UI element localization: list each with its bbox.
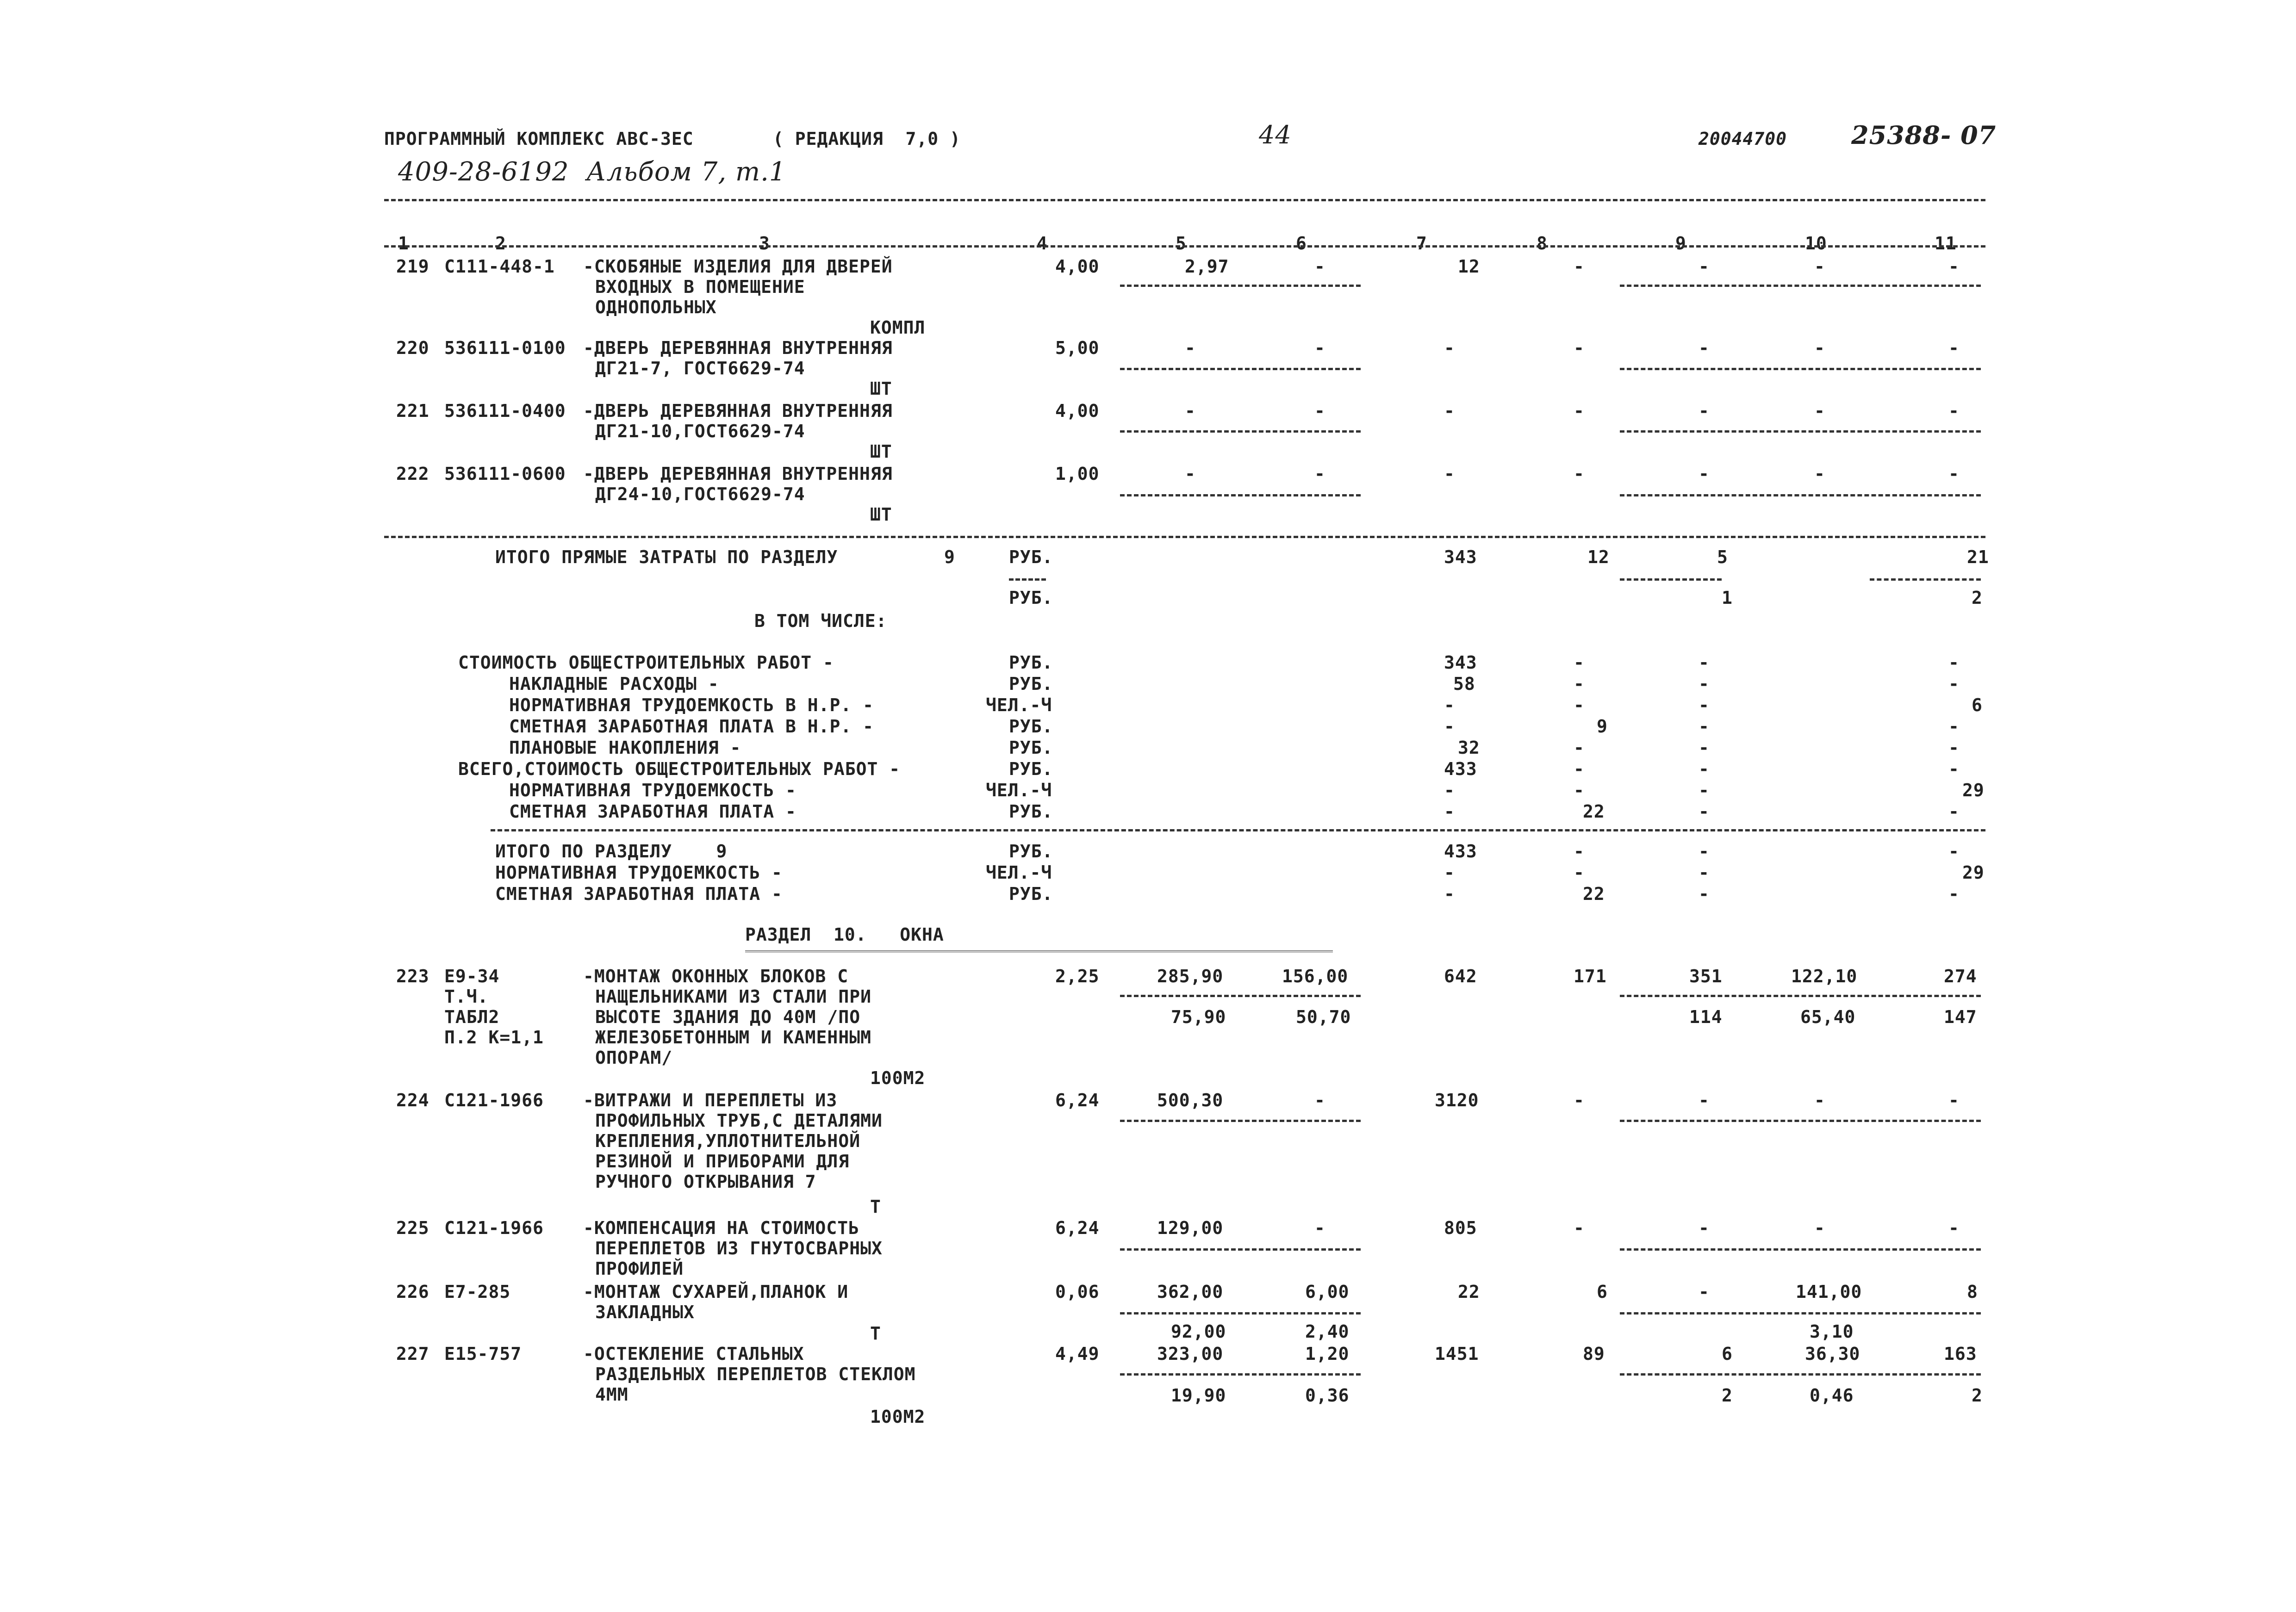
row-219-desc1: -СКОБЯНЫЕ ИЗДЕЛИЯ ДЛЯ ДВЕРЕЙ bbox=[583, 256, 893, 277]
row-221-unit: ШТ bbox=[870, 441, 892, 462]
total-line-label: СМЕТНАЯ ЗАРАБОТНАЯ ПЛАТА - bbox=[495, 884, 783, 904]
row-220-c11: - bbox=[1948, 338, 1960, 358]
sum-line-unit: ЧЕЛ.-Ч bbox=[986, 780, 1052, 800]
row-223-c7: 642 bbox=[1444, 966, 1477, 986]
sum-line-c7: - bbox=[1444, 695, 1455, 715]
row-226-c4: 0,06 bbox=[1055, 1282, 1100, 1302]
row-220-c10: - bbox=[1814, 338, 1825, 358]
row-224-c9: - bbox=[1699, 1090, 1710, 1110]
row-223-code3: ТАБЛ2 bbox=[444, 1007, 500, 1027]
row-223-s11: 147 bbox=[1944, 1007, 1977, 1027]
row-221-c4: 4,00 bbox=[1055, 401, 1100, 421]
sheet-number: 25388- 07 bbox=[1851, 120, 1997, 150]
row-227-c8: 89 bbox=[1583, 1344, 1605, 1364]
row-227-unit: 100М2 bbox=[870, 1407, 926, 1427]
sum-line-c11: 6 bbox=[1972, 695, 1983, 715]
row-224-desc4: РЕЗИНОЙ И ПРИБОРАМИ ДЛЯ bbox=[595, 1151, 850, 1172]
sum-line-c7: 58 bbox=[1453, 674, 1475, 694]
row-223-desc1: -МОНТАЖ ОКОННЫХ БЛОКОВ С bbox=[583, 966, 849, 986]
sum-line-c9: - bbox=[1699, 652, 1710, 673]
row-222-c9: - bbox=[1699, 464, 1710, 484]
total-line-c11: - bbox=[1948, 884, 1960, 904]
sum-line-label: СТОИМОСТЬ ОБЩЕСТРОИТЕЛЬНЫХ РАБОТ - bbox=[458, 652, 834, 673]
row-225-c7: 805 bbox=[1444, 1218, 1477, 1238]
row-226-num: 226 bbox=[396, 1282, 429, 1302]
including-label: В ТОМ ЧИСЛЕ: bbox=[754, 611, 887, 631]
row-226-c8: 6 bbox=[1597, 1282, 1608, 1302]
album-reference: 409-28-6192 Альбом 7, т.1 bbox=[398, 157, 786, 187]
row-222-unit: ШТ bbox=[870, 504, 892, 525]
row-219-desc2: ВХОДНЫХ В ПОМЕЩЕНИЕ bbox=[595, 277, 805, 297]
sum-line-c7: 32 bbox=[1458, 738, 1480, 758]
row-219-c4: 4,00 bbox=[1055, 256, 1100, 277]
row-223-s9: 114 bbox=[1689, 1007, 1723, 1027]
row-220-c6: - bbox=[1314, 338, 1325, 358]
page-number: 44 bbox=[1259, 120, 1292, 149]
row-222-c6: - bbox=[1314, 464, 1325, 484]
sum-line-label: НОРМАТИВНАЯ ТРУДОЕМКОСТЬ В Н.Р. - bbox=[509, 695, 874, 715]
total-line-c8: - bbox=[1574, 862, 1585, 883]
total-line-label: ИТОГО ПО РАЗДЕЛУ 9 bbox=[495, 841, 728, 862]
row-223-c11: 274 bbox=[1944, 966, 1977, 986]
sum-line-c11: - bbox=[1948, 674, 1960, 694]
row-219-c7: 12 bbox=[1458, 256, 1480, 277]
summary-currency: РУБ. bbox=[1009, 547, 1053, 567]
row-227-num: 227 bbox=[396, 1344, 429, 1364]
sum-line-c9: - bbox=[1699, 716, 1710, 737]
row-227-s10: 0,46 bbox=[1810, 1385, 1854, 1406]
row-222-c7: - bbox=[1444, 464, 1455, 484]
row-226-s6: 2,40 bbox=[1305, 1321, 1350, 1342]
row-224-num: 224 bbox=[396, 1090, 429, 1110]
section-10-title: РАЗДЕЛ 10. ОКНА bbox=[745, 924, 944, 945]
row-224-desc1: -ВИТРАЖИ И ПЕРЕПЛЕТЫ ИЗ bbox=[583, 1090, 838, 1110]
row-227-s5: 19,90 bbox=[1171, 1385, 1226, 1406]
row-222-desc2: ДГ24-10,ГОСТ6629-74 bbox=[595, 484, 805, 504]
row-224-c8: - bbox=[1574, 1090, 1585, 1110]
sum-line-unit: РУБ. bbox=[1009, 759, 1053, 779]
total-line-c11: 29 bbox=[1962, 862, 1985, 883]
row-227-s6: 0,36 bbox=[1305, 1385, 1350, 1406]
total-line-c8: 22 bbox=[1583, 884, 1605, 904]
sum-line-c9: - bbox=[1699, 780, 1710, 800]
row-225-num: 225 bbox=[396, 1218, 429, 1238]
sum-line-unit: ЧЕЛ.-Ч bbox=[986, 695, 1052, 715]
row-227-c5: 323,00 bbox=[1157, 1344, 1224, 1364]
row-225-code: С121-1966 bbox=[444, 1218, 544, 1238]
row-223-c4: 2,25 bbox=[1055, 966, 1100, 986]
row-225-c9: - bbox=[1699, 1218, 1710, 1238]
row-222-c5: - bbox=[1185, 464, 1196, 484]
row-220-num: 220 bbox=[396, 338, 429, 358]
row-226-s10: 3,10 bbox=[1810, 1321, 1854, 1342]
total-line-c7: - bbox=[1444, 884, 1455, 904]
row-226-unit: Т bbox=[870, 1323, 881, 1344]
row-227-c6: 1,20 bbox=[1305, 1344, 1350, 1364]
row-222-c4: 1,00 bbox=[1055, 464, 1100, 484]
row-220-c7: - bbox=[1444, 338, 1455, 358]
row-220-unit: ШТ bbox=[870, 378, 892, 399]
row-222-num: 222 bbox=[396, 464, 429, 484]
row-225-c4: 6,24 bbox=[1055, 1218, 1100, 1238]
sum-line-c8: - bbox=[1574, 652, 1585, 673]
total-line-c7: - bbox=[1444, 862, 1455, 883]
sum-line-c7: - bbox=[1444, 780, 1455, 800]
row-226-desc2: ЗАКЛАДНЫХ bbox=[595, 1302, 695, 1322]
row-221-c8: - bbox=[1574, 401, 1585, 421]
row-224-code: С121-1966 bbox=[444, 1090, 544, 1110]
row-221-num: 221 bbox=[396, 401, 429, 421]
program-title: ПРОГРАММНЫЙ КОМПЛЕКС АВС-3ЕС bbox=[384, 129, 694, 149]
row-219-c5: 2,97 bbox=[1185, 256, 1229, 277]
total-line-c9: - bbox=[1699, 884, 1710, 904]
column-headers: 1 2 3 4 5 6 7 8 9 10 11 bbox=[398, 233, 1957, 254]
row-224-c7: 3120 bbox=[1435, 1090, 1479, 1110]
sum-line-label: ВСЕГО,СТОИМОСТЬ ОБЩЕСТРОИТЕЛЬНЫХ РАБОТ - bbox=[458, 759, 901, 779]
row-225-desc2: ПЕРЕПЛЕТОВ ИЗ ГНУТОСВАРНЫХ bbox=[595, 1238, 883, 1259]
row-220-c5: - bbox=[1185, 338, 1196, 358]
summary-c9: 5 bbox=[1717, 547, 1728, 567]
sum-line-c8: - bbox=[1574, 780, 1585, 800]
sum-line-c9: - bbox=[1699, 674, 1710, 694]
row-219-c10: - bbox=[1814, 256, 1825, 277]
sum-line-c7: - bbox=[1444, 716, 1455, 737]
sum-line-c11: 29 bbox=[1962, 780, 1985, 800]
row-224-c11: - bbox=[1948, 1090, 1960, 1110]
row-220-code: 536111-0100 bbox=[444, 338, 566, 358]
sum-line-c9: - bbox=[1699, 738, 1710, 758]
sum-line-c8: 22 bbox=[1583, 801, 1605, 822]
summary-c11: 21 bbox=[1967, 547, 1989, 567]
total-line-c9: - bbox=[1699, 862, 1710, 883]
sum-line-unit: РУБ. bbox=[1009, 674, 1053, 694]
row-219-unit: КОМПЛ bbox=[870, 317, 926, 338]
sum-line-c7: 343 bbox=[1444, 652, 1477, 673]
row-219-num: 219 bbox=[396, 256, 429, 277]
row-225-desc3: ПРОФИЛЕЙ bbox=[595, 1259, 684, 1279]
row-225-c11: - bbox=[1948, 1218, 1960, 1238]
row-226-c10: 141,00 bbox=[1796, 1282, 1862, 1302]
row-223-c5: 285,90 bbox=[1157, 966, 1224, 986]
row-221-c7: - bbox=[1444, 401, 1455, 421]
row-221-c9: - bbox=[1699, 401, 1710, 421]
sum-line-c8: - bbox=[1574, 695, 1585, 715]
row-224-desc3: КРЕПЛЕНИЯ,УПЛОТНИТЕЛЬНОЙ bbox=[595, 1131, 861, 1151]
row-220-c8: - bbox=[1574, 338, 1585, 358]
sum-line-c7: 433 bbox=[1444, 759, 1477, 779]
row-224-c5: 500,30 bbox=[1157, 1090, 1224, 1110]
sum-line-c11: - bbox=[1948, 652, 1960, 673]
sum-line-c11: - bbox=[1948, 759, 1960, 779]
row-221-c10: - bbox=[1814, 401, 1825, 421]
row-226-c9: - bbox=[1699, 1282, 1710, 1302]
total-line-label: НОРМАТИВНАЯ ТРУДОЕМКОСТЬ - bbox=[495, 862, 783, 883]
total-line-c8: - bbox=[1574, 841, 1585, 862]
sum-line-unit: РУБ. bbox=[1009, 738, 1053, 758]
row-223-desc4: ЖЕЛЕЗОБЕТОННЫМ И КАМЕННЫМ bbox=[595, 1027, 871, 1048]
row-219-c6: - bbox=[1314, 256, 1325, 277]
row-226-desc1: -МОНТАЖ СУХАРЕЙ,ПЛАНОК И bbox=[583, 1282, 849, 1302]
row-222-desc1: -ДВЕРЬ ДЕРЕВЯННАЯ ВНУТРЕННЯЯ bbox=[583, 464, 893, 484]
row-220-desc1: -ДВЕРЬ ДЕРЕВЯННАЯ ВНУТРЕННЯЯ bbox=[583, 338, 893, 358]
sum-line-label: СМЕТНАЯ ЗАРАБОТНАЯ ПЛАТА В Н.Р. - bbox=[509, 716, 874, 737]
doc-code: 20044700 bbox=[1699, 129, 1787, 149]
total-line-c9: - bbox=[1699, 841, 1710, 862]
total-line-unit: ЧЕЛ.-Ч bbox=[986, 862, 1052, 883]
sum-line-label: СМЕТНАЯ ЗАРАБОТНАЯ ПЛАТА - bbox=[509, 801, 796, 822]
row-227-desc3: 4ММ bbox=[595, 1384, 628, 1405]
row-219-c8: - bbox=[1574, 256, 1585, 277]
row-226-s5: 92,00 bbox=[1171, 1321, 1226, 1342]
row-227-s11: 2 bbox=[1972, 1385, 1983, 1406]
sum-line-unit: РУБ. bbox=[1009, 652, 1053, 673]
sum-line-c11: - bbox=[1948, 801, 1960, 822]
row-226-code: Е7-285 bbox=[444, 1282, 511, 1302]
summary-section: 9 bbox=[944, 547, 955, 567]
row-225-desc1: -КОМПЕНСАЦИЯ НА СТОИМОСТЬ bbox=[583, 1218, 859, 1238]
row-227-desc1: -ОСТЕКЛЕНИЕ СТАЛЬНЫХ bbox=[583, 1344, 804, 1364]
edition: ( РЕДАКЦИЯ 7,0 ) bbox=[773, 129, 961, 149]
row-219-c11: - bbox=[1948, 256, 1960, 277]
row-224-c6: - bbox=[1314, 1090, 1325, 1110]
row-221-c6: - bbox=[1314, 401, 1325, 421]
sum-line-c8: - bbox=[1574, 759, 1585, 779]
sum-line-c8: - bbox=[1574, 674, 1585, 694]
row-227-desc2: РАЗДЕЛЬНЫХ ПЕРЕПЛЕТОВ СТЕКЛОМ bbox=[595, 1364, 916, 1384]
row-224-c4: 6,24 bbox=[1055, 1090, 1100, 1110]
summary-s9: 1 bbox=[1722, 588, 1733, 608]
row-221-desc2: ДГ21-10,ГОСТ6629-74 bbox=[595, 421, 805, 441]
summary-c7: 343 bbox=[1444, 547, 1477, 567]
sum-line-c11: - bbox=[1948, 738, 1960, 758]
row-224-unit: Т bbox=[870, 1197, 881, 1217]
sum-line-c9: - bbox=[1699, 801, 1710, 822]
row-223-code4: П.2 К=1,1 bbox=[444, 1027, 544, 1048]
row-219-desc3: ОДНОПОЛЬНЫХ bbox=[595, 297, 717, 317]
row-220-c4: 5,00 bbox=[1055, 338, 1100, 358]
row-227-c7: 1451 bbox=[1435, 1344, 1479, 1364]
row-223-c9: 351 bbox=[1689, 966, 1723, 986]
row-226-c5: 362,00 bbox=[1157, 1282, 1224, 1302]
row-223-desc2: НАЩЕЛЬНИКАМИ ИЗ СТАЛИ ПРИ bbox=[595, 986, 871, 1007]
sum-line-label: НОРМАТИВНАЯ ТРУДОЕМКОСТЬ - bbox=[509, 780, 796, 800]
row-222-c11: - bbox=[1948, 464, 1960, 484]
row-222-c10: - bbox=[1814, 464, 1825, 484]
row-227-c9: 6 bbox=[1722, 1344, 1733, 1364]
row-225-c6: - bbox=[1314, 1218, 1325, 1238]
row-222-c8: - bbox=[1574, 464, 1585, 484]
summary-c8: 12 bbox=[1587, 547, 1610, 567]
row-227-c4: 4,49 bbox=[1055, 1344, 1100, 1364]
total-line-unit: РУБ. bbox=[1009, 884, 1053, 904]
row-223-unit: 100М2 bbox=[870, 1068, 926, 1088]
row-223-c10: 122,10 bbox=[1791, 966, 1858, 986]
sum-line-c9: - bbox=[1699, 695, 1710, 715]
row-219-c9: - bbox=[1699, 256, 1710, 277]
row-220-desc2: ДГ21-7, ГОСТ6629-74 bbox=[595, 358, 805, 378]
row-225-c5: 129,00 bbox=[1157, 1218, 1224, 1238]
summary-s11: 2 bbox=[1972, 588, 1983, 608]
sum-line-unit: РУБ. bbox=[1009, 716, 1053, 737]
row-223-desc3: ВЫСОТЕ ЗДАНИЯ ДО 40М /ПО bbox=[595, 1007, 861, 1027]
row-226-c7: 22 bbox=[1458, 1282, 1480, 1302]
row-225-c8: - bbox=[1574, 1218, 1585, 1238]
row-223-s6: 50,70 bbox=[1296, 1007, 1351, 1027]
summary-title: ИТОГО ПРЯМЫЕ ЗАТРАТЫ ПО РАЗДЕЛУ bbox=[495, 547, 838, 567]
row-227-code: Е15-757 bbox=[444, 1344, 522, 1364]
row-219-code: С111-448-1 bbox=[444, 256, 555, 277]
row-223-desc5: ОПОРАМ/ bbox=[595, 1048, 673, 1068]
row-223-s5: 75,90 bbox=[1171, 1007, 1226, 1027]
row-223-c6: 156,00 bbox=[1282, 966, 1349, 986]
row-221-code: 536111-0400 bbox=[444, 401, 566, 421]
sum-line-label: ПЛАНОВЫЕ НАКОПЛЕНИЯ - bbox=[509, 738, 741, 758]
row-223-c8: 171 bbox=[1574, 966, 1607, 986]
row-224-desc2: ПРОФИЛЬНЫХ ТРУБ,С ДЕТАЛЯМИ bbox=[595, 1110, 883, 1131]
row-223-code: Е9-34 bbox=[444, 966, 500, 986]
row-227-c11: 163 bbox=[1944, 1344, 1977, 1364]
row-224-c10: - bbox=[1814, 1090, 1825, 1110]
total-line-unit: РУБ. bbox=[1009, 841, 1053, 862]
row-221-c5: - bbox=[1185, 401, 1196, 421]
row-222-code: 536111-0600 bbox=[444, 464, 566, 484]
row-221-desc1: -ДВЕРЬ ДЕРЕВЯННАЯ ВНУТРЕННЯЯ bbox=[583, 401, 893, 421]
sum-line-c7: - bbox=[1444, 801, 1455, 822]
total-line-c7: 433 bbox=[1444, 841, 1477, 862]
sum-line-c8: - bbox=[1574, 738, 1585, 758]
row-224-desc5: РУЧНОГО ОТКРЫВАНИЯ 7 bbox=[595, 1172, 816, 1192]
summary-currency-2: РУБ. bbox=[1009, 588, 1053, 608]
row-220-c9: - bbox=[1699, 338, 1710, 358]
sum-line-c8: 9 bbox=[1597, 716, 1608, 737]
row-223-num: 223 bbox=[396, 966, 429, 986]
total-line-c11: - bbox=[1948, 841, 1960, 862]
row-226-c11: 8 bbox=[1967, 1282, 1978, 1302]
row-223-code2: Т.Ч. bbox=[444, 986, 489, 1007]
sum-line-c9: - bbox=[1699, 759, 1710, 779]
row-227-s9: 2 bbox=[1722, 1385, 1733, 1406]
row-221-c11: - bbox=[1948, 401, 1960, 421]
sum-line-c11: - bbox=[1948, 716, 1960, 737]
row-225-c10: - bbox=[1814, 1218, 1825, 1238]
row-226-c6: 6,00 bbox=[1305, 1282, 1350, 1302]
row-223-s10: 65,40 bbox=[1800, 1007, 1856, 1027]
row-227-c10: 36,30 bbox=[1805, 1344, 1860, 1364]
sum-line-label: НАКЛАДНЫЕ РАСХОДЫ - bbox=[509, 674, 719, 694]
sum-line-unit: РУБ. bbox=[1009, 801, 1053, 822]
